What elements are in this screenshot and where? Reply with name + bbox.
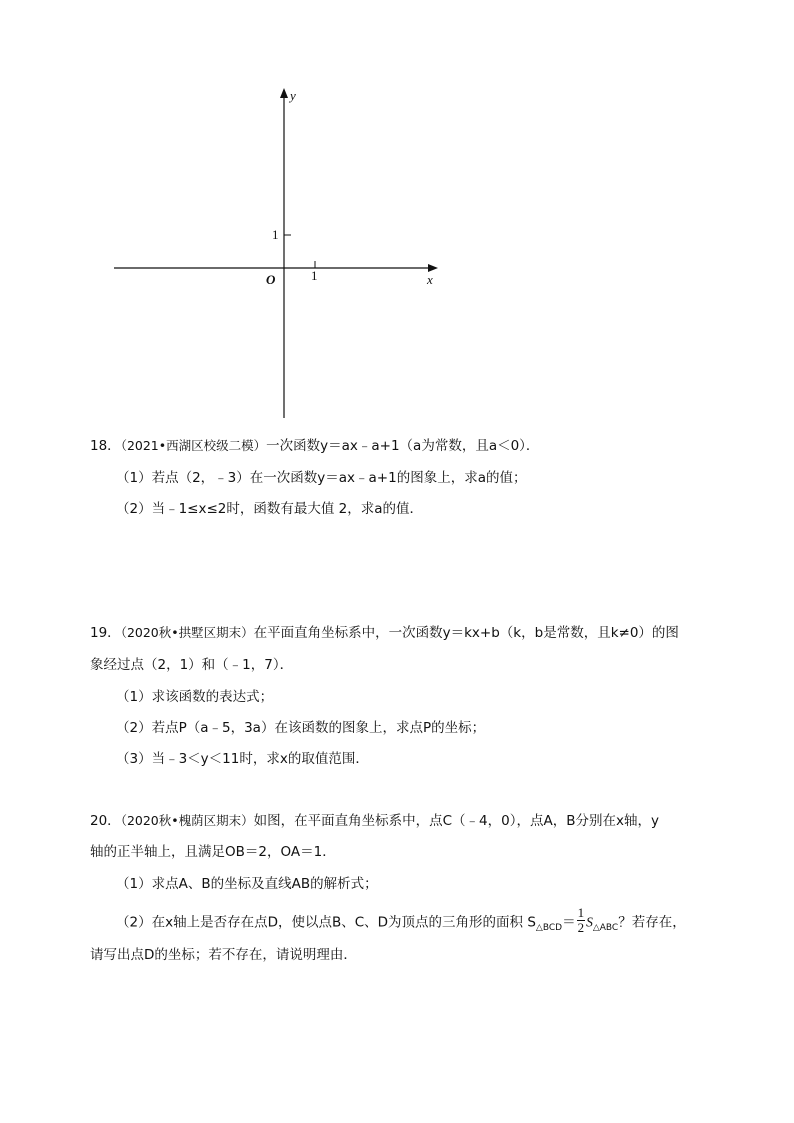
fraction-denominator: 2 [577, 920, 585, 935]
problem-19-stem-line-2: 象经过点（2，1）和（﹣1，7）． [90, 657, 294, 673]
subscript-abc: △ABC [592, 923, 619, 934]
origin-label: O [266, 272, 276, 287]
problem-20-part-2-line-2: 请写出点D的坐标；若不存在，请说明理由． [90, 947, 357, 963]
problem-20-stem-line-1 [90, 812, 659, 830]
problem-19-stem-line-1 [90, 624, 679, 642]
problem-text: 一次函数y＝ax﹣a+1（a为常数，且a＜0）． [266, 438, 540, 454]
x-tick-label: 1 [311, 268, 318, 283]
problem-20-part-1: （1）求点A、B的坐标及直线AB的解析式； [116, 876, 378, 892]
problem-source: （2020秋•拱墅区期末） [120, 625, 254, 640]
y-axis-label: y [290, 88, 296, 103]
problem-source: （2021•西湖区校级二模） [120, 438, 267, 453]
problem-20-stem-line-2: 轴的正半轴上，且满足OB＝2，OA＝1． [90, 844, 336, 860]
y-axis-arrow [280, 88, 288, 98]
problem-number: 19． [90, 625, 121, 641]
fraction-one-half [577, 906, 586, 935]
problem-19-part-1: （1）求该函数的表达式； [116, 689, 274, 705]
subscript-bcd: △BCD [535, 923, 563, 934]
problem-text: 在平面直角坐标系中，一次函数y＝kx+b（k，b是常数，且k≠0）的图 [253, 625, 679, 641]
area-symbol: S [586, 914, 593, 930]
problem-19-part-3: （3）当﹣3＜y＜11时，求x的取值范围． [116, 751, 369, 767]
problem-text: 如图，在平面直角坐标系中，点C（﹣4，0），点A，B分别在x轴，y [253, 813, 659, 829]
coordinate-figure [100, 80, 460, 425]
problem-source: （2020秋•槐荫区期末） [120, 813, 254, 828]
x-axis-label: x [427, 272, 433, 287]
part-2-text: （2）在x轴上是否存在点D，使以点B、C、D为顶点的三角形的面积 S [116, 914, 536, 931]
problem-number: 18． [90, 438, 121, 454]
x-axis-arrow [428, 264, 438, 272]
y-tick-label: 1 [272, 227, 279, 242]
coordinate-axes [100, 80, 460, 425]
problem-18-stem [90, 437, 539, 455]
problem-20-part-2 [116, 905, 686, 942]
fraction-numerator: 1 [577, 905, 585, 920]
equals-sign: ＝ [562, 914, 576, 931]
part-2-tail: ？若存在， [618, 914, 686, 931]
problem-number: 20． [90, 813, 121, 829]
problem-18-part-1: （1）若点（2，﹣3）在一次函数y＝ax﹣a+1的图象上，求a的值； [116, 470, 527, 486]
problem-18-part-2: （2）当﹣1≤x≤2时，函数有最大值 2，求a的值． [116, 501, 424, 517]
problem-19-part-2: （2）若点P（a﹣5，3a）在该函数的图象上，求点P的坐标； [116, 720, 486, 736]
